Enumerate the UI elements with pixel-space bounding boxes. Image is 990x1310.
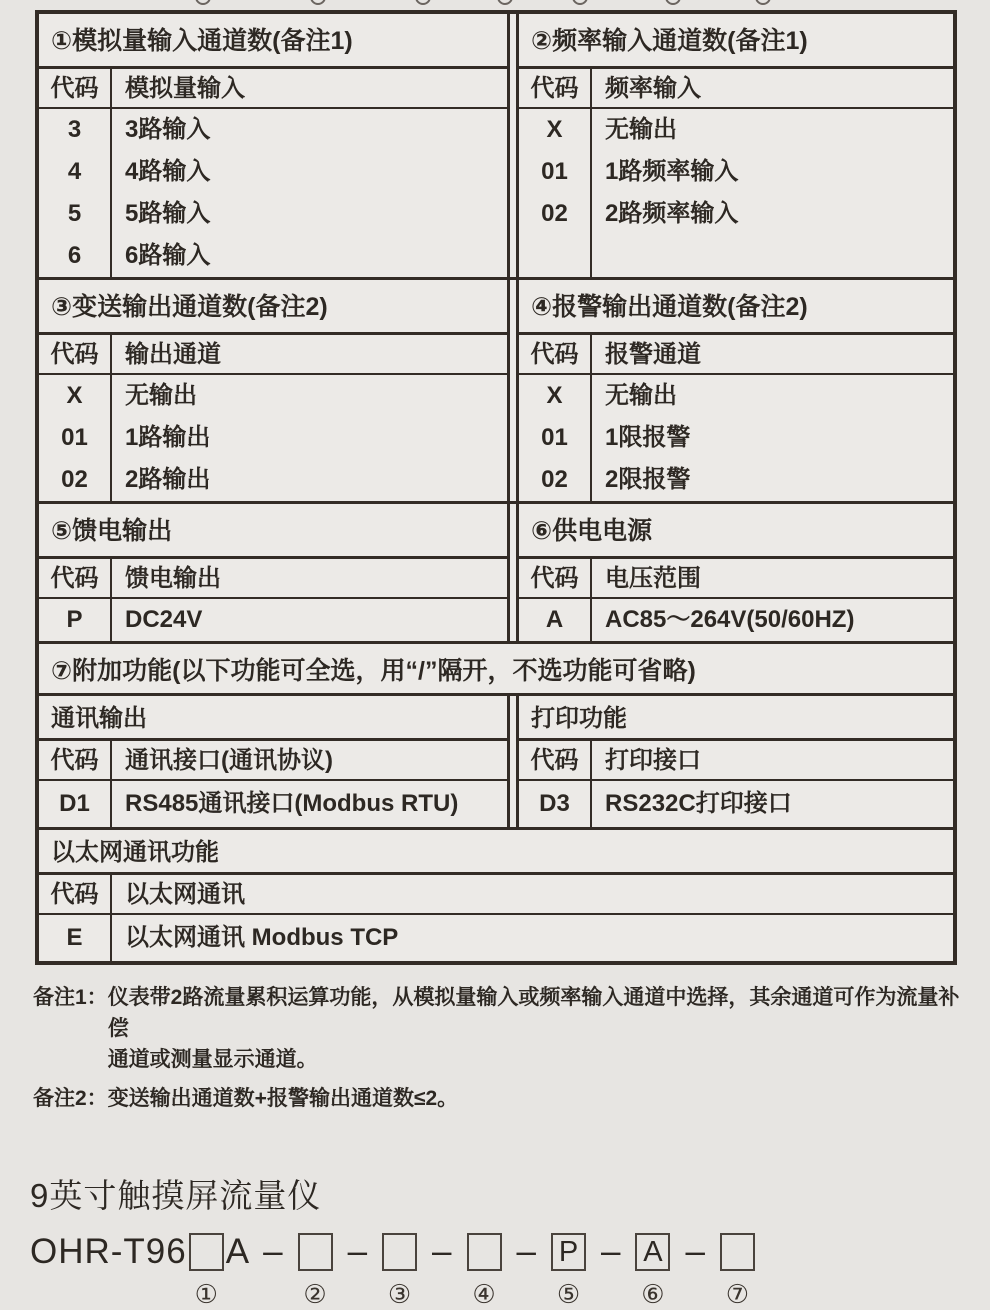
- section-print-function: [516, 696, 953, 827]
- subsection-title: 通讯输出: [39, 696, 507, 741]
- code-position-6: [635, 1229, 670, 1310]
- section-frequency-input: [516, 14, 953, 277]
- section-feed-power-output: [39, 504, 510, 641]
- desc-cell: 无输出: [605, 382, 677, 409]
- code-column-header: 代码: [39, 559, 110, 599]
- dash-separator: –: [685, 1232, 705, 1271]
- desc-cell: RS485通讯接口(Modbus RTU): [125, 790, 459, 817]
- section-additional-functions-title: ⑦附加功能(以下功能可全选，用“/”隔开，不选功能可省略): [39, 641, 953, 696]
- code-position-3: [382, 1229, 417, 1310]
- code-column-header: 代码: [519, 335, 590, 375]
- desc-column-header: 馈电输出: [112, 559, 507, 599]
- section-title: ②频率输入通道数(备注1): [519, 14, 953, 69]
- dash-separator: –: [432, 1232, 452, 1271]
- desc-cell: AC85～264V(50/60HZ): [605, 606, 855, 633]
- code-cell: D3: [539, 790, 570, 817]
- ordering-spec-table: [35, 10, 957, 965]
- circled-number-3: ③: [387, 1279, 412, 1309]
- note-label: 备注1：: [33, 986, 108, 1009]
- dash-separator: –: [600, 1232, 621, 1271]
- desc-cell: 6路输入: [125, 242, 211, 269]
- code-cell: P: [66, 606, 83, 633]
- note-2: [33, 1083, 970, 1114]
- code-cell: X: [546, 382, 563, 409]
- desc-column-header: 通讯接口(通讯协议): [112, 741, 507, 781]
- code-position-5: [551, 1229, 586, 1310]
- desc-column-header: 电压范围: [592, 559, 953, 599]
- code-box-P: P: [551, 1233, 586, 1271]
- cutoff-circle-icon: [415, 0, 431, 5]
- code-cell: 5: [67, 200, 82, 227]
- ordering-code-block: [30, 1170, 990, 1310]
- code-box: [720, 1233, 755, 1271]
- model-prefix: OHR-T96: [30, 1232, 187, 1271]
- desc-cell: 无输出: [605, 116, 677, 143]
- code-cell: 02: [541, 466, 568, 493]
- cutoff-circle-icon: [755, 0, 771, 5]
- section-transmit-output: [39, 280, 510, 501]
- code-column-header: 代码: [519, 559, 590, 599]
- cutoff-circle-icon: [572, 0, 588, 5]
- product-title: 9英寸触摸屏流量仪: [30, 1177, 322, 1214]
- circled-number-4: ④: [472, 1279, 496, 1309]
- code-position-1: [189, 1229, 224, 1310]
- code-box: [189, 1233, 224, 1271]
- dash-separator: –: [347, 1232, 368, 1271]
- section-title: ⑤馈电输出: [39, 504, 507, 559]
- code-column-header: 代码: [39, 335, 110, 375]
- notes-block: [33, 982, 970, 1114]
- code-cell: 6: [67, 242, 82, 269]
- desc-cell: DC24V: [125, 606, 203, 633]
- cutoff-circle-icon: [195, 0, 211, 5]
- circled-number-6: ⑥: [641, 1279, 665, 1309]
- desc-cell: 3路输入: [125, 116, 211, 143]
- section-row-3-4: [39, 277, 953, 501]
- cutoff-circle-icon: [497, 0, 513, 5]
- dash-separator: –: [263, 1232, 283, 1271]
- code-box-A: A: [635, 1233, 670, 1271]
- code-cell: 02: [541, 200, 568, 227]
- code-cell: 01: [61, 424, 88, 451]
- section-row-comm-print: [39, 696, 953, 827]
- desc-cell: 1限报警: [605, 424, 691, 451]
- desc-cell: 1路输出: [125, 424, 211, 451]
- dash-separator: –: [516, 1232, 536, 1271]
- code-cell: D1: [59, 790, 90, 817]
- section-title: ⑥供电电源: [519, 504, 953, 559]
- model-code-line: [30, 1229, 990, 1310]
- desc-cell: 无输出: [125, 382, 197, 409]
- code-position-7: [720, 1229, 755, 1310]
- section-ethernet: [39, 827, 953, 961]
- code-cell: E: [66, 924, 83, 951]
- desc-column-header: 打印接口: [592, 741, 953, 781]
- code-box: [467, 1233, 502, 1271]
- subsection-title: 以太网通讯功能: [39, 830, 953, 875]
- desc-column-header: 报警通道: [592, 335, 953, 375]
- section-alarm-output: [516, 280, 953, 501]
- circled-number-7: ⑦: [725, 1279, 750, 1309]
- desc-cell: 2路频率输入: [605, 200, 739, 227]
- code-cell: A: [545, 606, 564, 633]
- cutoff-circle-icon: [310, 0, 326, 5]
- code-position-4: [467, 1229, 502, 1310]
- section-title: ③变送输出通道数(备注2): [39, 280, 507, 335]
- section-row-1-2: [39, 14, 953, 277]
- code-box: [298, 1233, 333, 1271]
- code-column-header: 代码: [39, 875, 110, 915]
- code-cell: X: [546, 116, 563, 143]
- note-1: [33, 982, 970, 1075]
- code-cell: 4: [67, 158, 82, 185]
- top-cutoff-strip: [0, 0, 990, 9]
- code-cell: X: [66, 382, 83, 409]
- section-supply-power: [516, 504, 953, 641]
- code-column-header: 代码: [39, 741, 110, 781]
- circled-number-2: ②: [303, 1279, 327, 1309]
- desc-cell: 4路输入: [125, 158, 211, 185]
- desc-cell: 以太网通讯 Modbus TCP: [125, 924, 399, 951]
- desc-column-header: 模拟量输入: [112, 69, 507, 109]
- code-cell: 01: [541, 158, 568, 185]
- circled-number-1: ①: [194, 1279, 218, 1309]
- section-analog-input: [39, 14, 510, 277]
- cutoff-circle-icon: [665, 0, 681, 5]
- desc-column-header: 频率输入: [592, 69, 953, 109]
- code-cell: 02: [61, 466, 88, 493]
- desc-cell: 2限报警: [605, 466, 691, 493]
- note-label: 备注2：: [33, 1087, 108, 1110]
- desc-column-header: 以太网通讯: [112, 875, 953, 915]
- section-comm-output: [39, 696, 510, 827]
- section-title: ①模拟量输入通道数(备注1): [39, 14, 507, 69]
- model-suffix: A: [225, 1232, 251, 1271]
- code-cell: 3: [67, 116, 82, 143]
- section-row-5-6: [39, 501, 953, 641]
- code-position-2: [298, 1229, 333, 1310]
- code-column-header: 代码: [39, 69, 110, 109]
- code-box: [382, 1233, 417, 1271]
- code-column-header: 代码: [519, 69, 590, 109]
- code-cell: 01: [541, 424, 568, 451]
- section-title: ④报警输出通道数(备注2): [519, 280, 953, 335]
- note-text: 变送输出通道数+报警输出通道数≤2。: [107, 1087, 459, 1110]
- desc-cell: RS232C打印接口: [605, 790, 792, 817]
- desc-cell: 2路输出: [125, 466, 211, 493]
- circled-number-5: ⑤: [556, 1279, 581, 1309]
- note-text: 通道或测量显示通道。: [107, 1048, 318, 1071]
- note-text: 仪表带2路流量累积运算功能，从模拟量输入或频率输入通道中选择，其余通道可作为流量补偿: [107, 986, 960, 1040]
- desc-cell: 1路频率输入: [605, 158, 739, 185]
- desc-column-header: 输出通道: [112, 335, 507, 375]
- desc-cell: 5路输入: [125, 200, 211, 227]
- code-column-header: 代码: [519, 741, 590, 781]
- subsection-title: 打印功能: [519, 696, 953, 741]
